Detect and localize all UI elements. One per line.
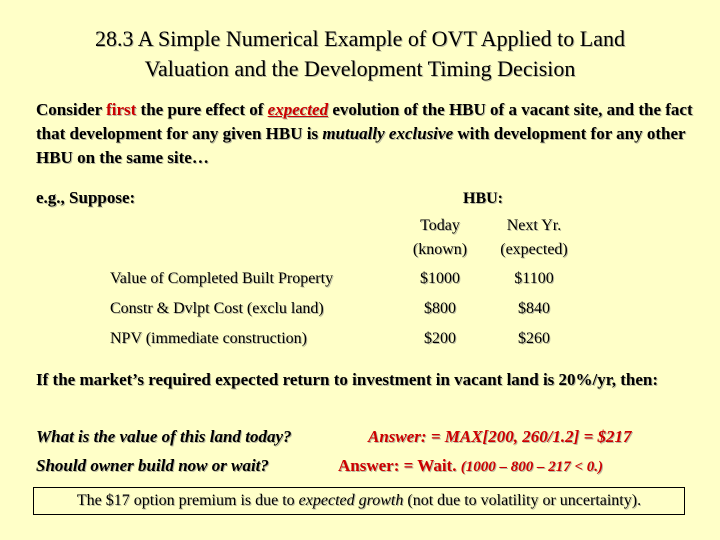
- question-build-or-wait: Should owner build now or wait?: [36, 456, 269, 475]
- cell-npv-next: $260: [518, 330, 550, 347]
- row-label-value: Value of Completed Built Property: [110, 270, 334, 287]
- example-label: e.g., Suppose:: [36, 188, 136, 207]
- intro-text-3: evolution of the HBU of a vacant site, and the fact that development for any given HBU is: [36, 100, 693, 143]
- cell-cost-next: $840: [518, 300, 550, 317]
- cell-value-today: $1000: [420, 270, 460, 287]
- option-premium-box: [33, 487, 685, 515]
- cell-cost-today: $800: [424, 300, 456, 317]
- column-header-next-year: [490, 214, 578, 262]
- hbu-label: HBU:: [463, 190, 503, 207]
- intro-emphasis-mutually-exclusive: mutually exclusive: [322, 124, 454, 143]
- row-label-npv: NPV (immediate construction): [110, 330, 307, 347]
- cell-npv-today: $200: [424, 330, 456, 347]
- cell-value-next: $1100: [514, 270, 554, 287]
- market-return-text: If the market’s required expected return to investment in vacant land is 20%/yr, then:: [36, 370, 659, 389]
- answer-build-or-wait-main: Answer: = Wait.: [338, 456, 457, 475]
- column-header-next-year-line1: Next Yr.: [506, 217, 562, 234]
- premium-text-2: (not due to volatility or uncertainty).: [403, 492, 642, 509]
- column-header-today-line2: (known): [412, 241, 468, 258]
- intro-emphasis-expected: expected: [267, 100, 329, 119]
- intro-text-4: with development for any other HBU on the same site…: [36, 124, 686, 167]
- column-header-today: [400, 214, 480, 262]
- intro-emphasis-first: first: [106, 100, 137, 119]
- answer-build-or-wait: [338, 456, 603, 476]
- premium-emphasis-growth: expected growth: [298, 492, 404, 509]
- intro-text-1: Consider: [36, 100, 107, 119]
- intro-text-2: the pure effect of: [136, 100, 268, 119]
- row-label-cost: Constr & Dvlpt Cost (exclu land): [110, 300, 324, 317]
- intro-paragraph: [36, 98, 696, 170]
- title-line-1: 28.3 A Simple Numerical Example of OVT Applied to Land: [95, 26, 625, 51]
- slide-title: [0, 24, 720, 84]
- column-header-next-year-line2: (expected): [500, 241, 568, 258]
- premium-text-1: The $17 option premium is due to: [76, 492, 299, 509]
- question-land-value: What is the value of this land today?: [36, 427, 292, 446]
- column-header-today-line1: Today: [420, 217, 460, 234]
- answer-land-value: Answer: = MAX[200, 260/1.2] = $217: [368, 427, 632, 446]
- title-line-2: Valuation and the Development Timing Decision: [144, 56, 576, 81]
- answer-build-or-wait-detail: (1000 – 800 – 217 < 0.): [460, 459, 603, 475]
